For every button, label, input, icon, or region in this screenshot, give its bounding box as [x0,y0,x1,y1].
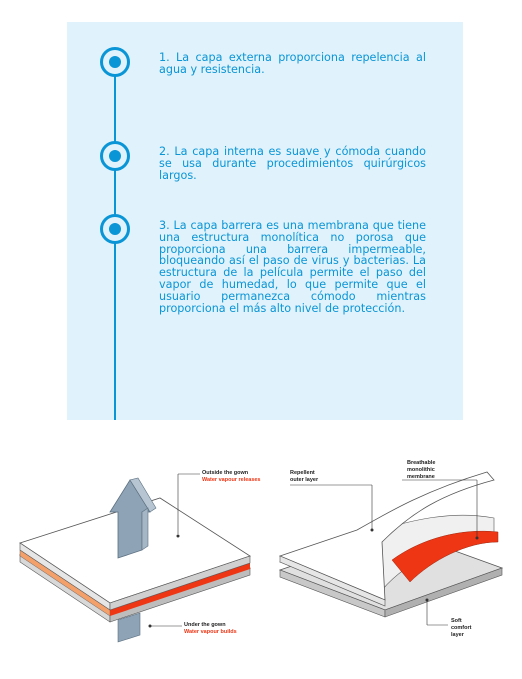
under-title-label: Under the gown [184,622,226,628]
membrane-label-1: Breathable [407,460,436,466]
soft-label-1: Soft [451,618,462,624]
soft-label-3: layer [451,632,464,638]
repellent-label-2: outer layer [290,477,319,483]
step-1-text: 1. La capa externa proporciona repelencia al agua y resistencia. [159,51,426,76]
timeline-marker-2 [100,141,130,171]
timeline-marker-1 [100,47,130,77]
outside-title-label: Outside the gown [202,470,249,476]
marker-dot-icon [109,56,121,68]
membrane-label-3: membrane [407,474,435,480]
step-2-text: 2. La capa interna es suave y cómoda cuando se usa durante procedimientos quirúrgicos largos. [159,145,426,182]
under-sub-label: Water vapour builds [184,629,237,635]
layer-structure-diagram [262,450,522,655]
marker-dot-icon [109,150,121,162]
outside-sub-label: Water vapour releases [202,477,261,483]
membrane-label-2: monolithic [407,467,435,473]
vapour-release-diagram [0,450,262,655]
repellent-label-1: Repellent [290,470,315,476]
timeline-marker-3 [100,214,130,244]
step-3-text: 3. La capa barrera es una membrana que tiene una estructura monolítica no porosa que proporciona una barrera impermeable, bloqueando así el paso de virus y bacterias. La estructura de la película permite el paso del vapor de humedad, lo que permite que el usuario permanezca cómodo mientras proporciona el más alto nivel de protección. [159,219,426,315]
soft-label-2: comfort [451,625,472,631]
marker-dot-icon [109,223,121,235]
